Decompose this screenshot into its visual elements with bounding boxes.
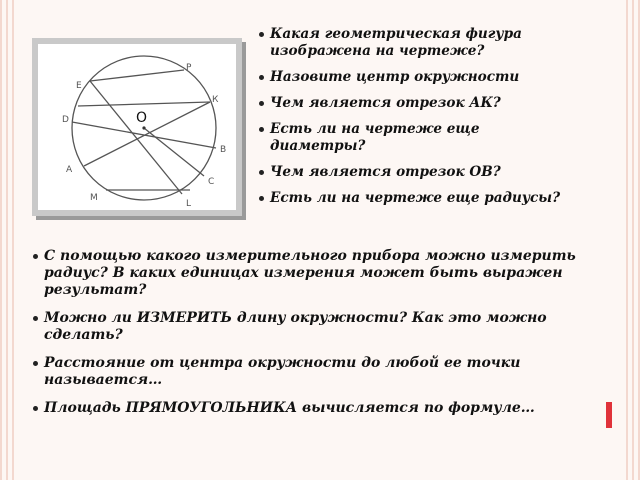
right-decorative-stripe (622, 0, 640, 480)
question-item: Назовите центр окружности (258, 69, 578, 86)
point-label-e: Е (76, 81, 82, 91)
center-point (142, 126, 145, 129)
point-label-p: Р (186, 63, 192, 73)
chord-dk (78, 102, 210, 106)
question-item: Расстояние от центра окружности до любой ее точки называется… (32, 355, 602, 389)
question-item: Есть ли на чертеже еще диаметры? (258, 121, 578, 155)
center-label: О (136, 110, 148, 126)
point-label-d: D (62, 115, 69, 125)
bottom-question-list (32, 248, 602, 428)
circle-diagram-frame (32, 38, 242, 216)
circle-diagram-svg (38, 44, 236, 210)
point-label-a: А (66, 165, 73, 175)
question-item: С помощью какого измерительного прибора можно измерить радиус? В каких единицах измерения может быть выражен результат? (32, 248, 602, 299)
question-item: Какая геометрическая фигура изображена на чертеже? (258, 26, 578, 60)
question-item: Можно ли ИЗМЕРИТЬ длину окружности? Как это можно сделать? (32, 310, 602, 344)
point-label-l: L (186, 199, 192, 209)
circle-diagram (38, 44, 236, 210)
point-label-m: М (90, 193, 98, 203)
accent-bar (606, 402, 612, 428)
point-label-c: С (208, 177, 215, 187)
point-label-b: В (220, 145, 227, 155)
chord-ep (90, 70, 184, 81)
question-item: Чем является отрезок ОВ? (258, 164, 578, 181)
question-item: Чем является отрезок АК? (258, 95, 578, 112)
radius-oc (144, 128, 204, 176)
top-question-list (258, 26, 578, 216)
question-item: Площадь ПРЯМОУГОЛЬНИКА вычисляется по формуле… (32, 400, 602, 417)
point-label-k: К (212, 95, 219, 105)
left-decorative-stripe (0, 0, 18, 480)
question-item: Есть ли на чертеже еще радиусы? (258, 190, 578, 207)
diameter-el (90, 81, 182, 194)
